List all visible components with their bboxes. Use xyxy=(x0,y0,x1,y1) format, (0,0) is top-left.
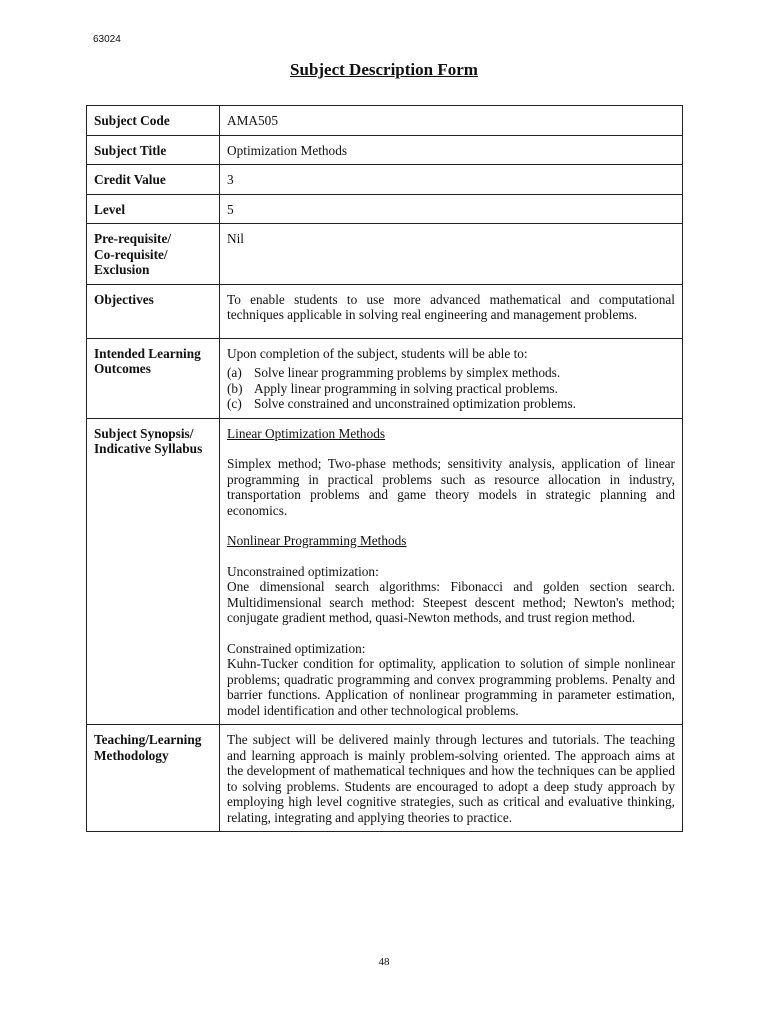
learning-outcomes-label xyxy=(87,338,220,418)
constrained-text: Kuhn-Tucker condition for optimality, application to solution of simple nonlinear problems; quadratic programming and convex programming problems. Penalty and barrier functions. Application of nonlinear programming in parameter estimation, model identification and other technological problems. xyxy=(227,656,675,718)
row-synopsis xyxy=(87,418,683,725)
learning-outcomes-list xyxy=(227,365,675,412)
learning-outcomes-label-line-1: Intended Learning xyxy=(94,345,201,361)
list-item xyxy=(227,365,675,381)
list-item-marker: (b) xyxy=(227,380,243,396)
list-item-text: Apply linear programming in solving practical problems. xyxy=(254,380,558,396)
list-item xyxy=(227,396,675,412)
page-title: Subject Description Form xyxy=(290,60,478,79)
teaching-label-line-1: Teaching/Learning xyxy=(94,732,202,747)
subject-description-table xyxy=(86,105,683,832)
prerequisite-value: Nil xyxy=(220,224,683,285)
objectives-value: To enable students to use more advanced mathematical and computational techniques applicable in solving real engineering and management problems. xyxy=(220,284,683,338)
subject-title-label: Subject Title xyxy=(87,135,220,165)
learning-outcomes-value xyxy=(220,338,683,418)
synopsis-label xyxy=(87,418,220,725)
synopsis-label-line-1: Subject Synopsis/ xyxy=(94,425,194,441)
document-code: 63024 xyxy=(93,34,121,45)
unconstrained-text: One dimensional search algorithms: Fibonacci and golden section search. Multidimensional search method: Steepest descent method; Newton's method; conjugate gradient method, quasi-Newton methods, and trust region method. xyxy=(227,579,675,625)
unconstrained-heading: Unconstrained optimization: xyxy=(227,563,379,579)
level-value: 5 xyxy=(220,194,683,224)
credit-value-value: 3 xyxy=(220,165,683,195)
prerequisite-label-line: Pre-requisite/ xyxy=(94,231,172,246)
row-learning-outcomes xyxy=(87,338,683,418)
learning-outcomes-intro: Upon completion of the subject, students will be able to: xyxy=(227,345,528,361)
subject-title-value: Optimization Methods xyxy=(220,135,683,165)
list-item-text: Solve constrained and unconstrained optimization problems. xyxy=(254,396,577,411)
row-subject-title xyxy=(87,135,683,165)
subject-code-label: Subject Code xyxy=(87,106,220,136)
prerequisite-label xyxy=(87,224,220,285)
objectives-label: Objectives xyxy=(87,284,220,338)
row-teaching-methodology xyxy=(87,725,683,832)
level-label: Level xyxy=(87,194,220,224)
list-item xyxy=(227,381,675,397)
synopsis-value xyxy=(220,418,683,725)
exclusion-label-line: Exclusion xyxy=(94,262,150,277)
page-number: 48 xyxy=(378,956,390,968)
row-subject-code xyxy=(87,106,683,136)
teaching-label-line-2: Methodology xyxy=(94,747,169,763)
nonlinear-methods-heading: Nonlinear Programming Methods xyxy=(227,533,407,548)
linear-methods-text: Simplex method; Two-phase methods; sensitivity analysis, application of linear programming in practical problems such as resource allocation in industry, transportation problems and game theory models in strategic planning and economics. xyxy=(227,456,675,518)
row-prerequisite xyxy=(87,224,683,285)
credit-value-label: Credit Value xyxy=(87,165,220,195)
list-item-text: Solve linear programming problems by simplex methods. xyxy=(254,365,561,380)
list-item-marker: (a) xyxy=(227,365,242,380)
learning-outcomes-label-line-2: Outcomes xyxy=(94,361,151,376)
teaching-methodology-label xyxy=(87,725,220,832)
linear-methods-heading: Linear Optimization Methods xyxy=(227,425,386,441)
constrained-heading: Constrained optimization: xyxy=(227,640,366,656)
synopsis-label-line-2: Indicative Syllabus xyxy=(94,441,203,456)
row-objectives xyxy=(87,284,683,338)
subject-code-value: AMA505 xyxy=(220,106,683,136)
corequisite-label-line: Co-requisite/ xyxy=(94,246,168,262)
list-item-marker: (c) xyxy=(227,396,242,411)
row-level xyxy=(87,194,683,224)
teaching-methodology-value: The subject will be delivered mainly through lectures and tutorials. The teaching and learning approach is mainly problem-solving oriented. The approach aims at the development of mathematical techniques and how the techniques can be applied to solving problems. Students are encouraged to adopt a deep study approach by employing high level cognitive strategies, such as critical and evaluative thinking, relating, integrating and applying theories to practice. xyxy=(220,725,683,832)
row-credit-value xyxy=(87,165,683,195)
